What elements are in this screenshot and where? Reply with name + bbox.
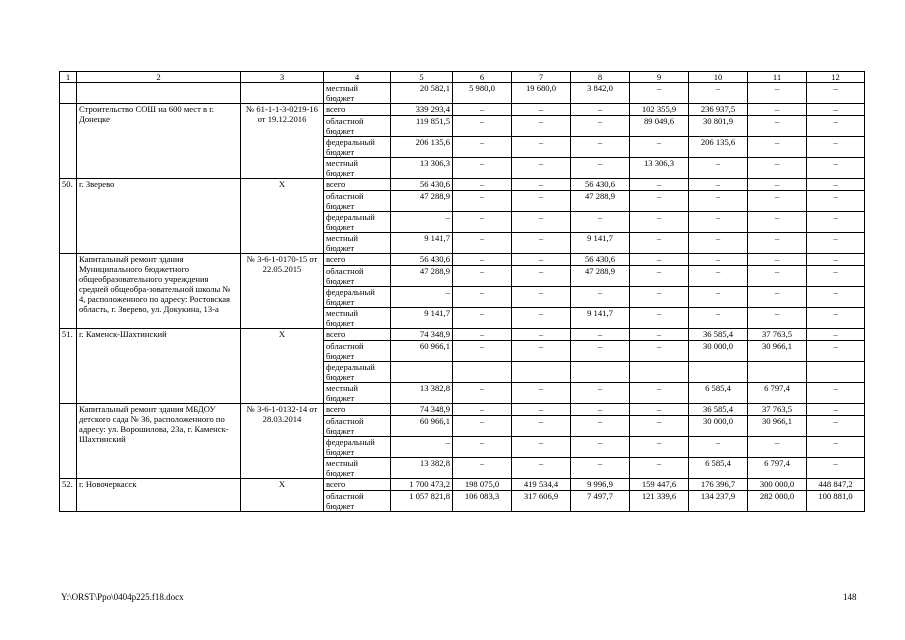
funding-source: федеральный бюджет — [324, 362, 391, 383]
page-number: 148 — [843, 592, 857, 602]
object-name: г. Каменск-Шахтинский — [77, 329, 241, 404]
value-cell: – — [807, 383, 865, 404]
value-cell: 134 237,9 — [689, 491, 748, 512]
column-header: 4 — [324, 72, 391, 83]
value-cell: 36 585,4 — [689, 329, 748, 341]
value-cell: 56 430,6 — [571, 254, 630, 266]
value-cell: 1 700 473,2 — [391, 479, 453, 491]
value-cell: – — [689, 287, 748, 308]
value-cell: – — [571, 341, 630, 362]
value-cell: – — [453, 308, 512, 329]
value-cell: – — [453, 116, 512, 137]
value-cell: – — [748, 254, 807, 266]
value-cell: 102 355,9 — [630, 104, 689, 116]
value-cell: 47 288,9 — [571, 266, 630, 287]
value-cell: 339 293,4 — [391, 104, 453, 116]
value-cell: – — [571, 437, 630, 458]
column-header: 1 — [60, 72, 77, 83]
table-row — [60, 104, 865, 116]
document-ref — [241, 83, 324, 104]
value-cell — [630, 362, 689, 383]
value-cell — [689, 362, 748, 383]
value-cell: – — [689, 179, 748, 191]
row-number: 51. — [60, 329, 77, 404]
row-number — [60, 83, 77, 104]
funding-source: всего — [324, 104, 391, 116]
value-cell: – — [630, 287, 689, 308]
value-cell: – — [512, 137, 571, 158]
value-cell: – — [630, 329, 689, 341]
funding-source: областной бюджет — [324, 416, 391, 437]
value-cell: – — [453, 137, 512, 158]
value-cell: – — [453, 437, 512, 458]
column-header: 5 — [391, 72, 453, 83]
value-cell: – — [807, 116, 865, 137]
value-cell: – — [807, 83, 865, 104]
value-cell: – — [630, 437, 689, 458]
value-cell: – — [453, 191, 512, 212]
value-cell: 89 049,6 — [630, 116, 689, 137]
value-cell: 448 847,2 — [807, 479, 865, 491]
value-cell: – — [512, 287, 571, 308]
value-cell: – — [571, 116, 630, 137]
value-cell: 119 851,5 — [391, 116, 453, 137]
value-cell: – — [807, 104, 865, 116]
value-cell: – — [571, 416, 630, 437]
value-cell: – — [689, 308, 748, 329]
value-cell: – — [748, 308, 807, 329]
value-cell: – — [689, 254, 748, 266]
column-header: 9 — [630, 72, 689, 83]
funding-source: местный бюджет — [324, 158, 391, 179]
value-cell: – — [630, 191, 689, 212]
value-cell: 47 288,9 — [571, 191, 630, 212]
value-cell: 1 057 821,8 — [391, 491, 453, 512]
value-cell: 9 141,7 — [571, 308, 630, 329]
object-name: Капитальный ремонт здания МБДОУ детского сада № 36, расположенного по адресу: ул. Ворошилова, 23а, г. Каменск-Шахтинский — [77, 404, 241, 479]
document-ref: Х — [241, 329, 324, 404]
value-cell: 121 339,6 — [630, 491, 689, 512]
value-cell — [391, 362, 453, 383]
value-cell: – — [748, 83, 807, 104]
row-number: 50. — [60, 179, 77, 254]
value-cell: – — [512, 341, 571, 362]
funding-source: областной бюджет — [324, 341, 391, 362]
funding-source: областной бюджет — [324, 266, 391, 287]
column-header: 10 — [689, 72, 748, 83]
value-cell: – — [453, 233, 512, 254]
value-cell: 6 585,4 — [689, 383, 748, 404]
column-header: 2 — [77, 72, 241, 83]
document-ref: Х — [241, 479, 324, 512]
value-cell: 56 430,6 — [391, 179, 453, 191]
value-cell: – — [689, 266, 748, 287]
value-cell: – — [807, 233, 865, 254]
value-cell: 198 075,0 — [453, 479, 512, 491]
value-cell: – — [630, 212, 689, 233]
value-cell: – — [512, 179, 571, 191]
value-cell: – — [807, 341, 865, 362]
object-name: г. Зверево — [77, 179, 241, 254]
value-cell: – — [748, 437, 807, 458]
value-cell: 30 966,1 — [748, 341, 807, 362]
value-cell: – — [512, 383, 571, 404]
table-row — [60, 404, 865, 416]
value-cell: 30 000,0 — [689, 341, 748, 362]
value-cell: – — [453, 416, 512, 437]
value-cell: – — [689, 233, 748, 254]
value-cell: – — [512, 254, 571, 266]
value-cell: – — [748, 104, 807, 116]
value-cell — [453, 362, 512, 383]
value-cell: – — [453, 404, 512, 416]
value-cell: 36 585,4 — [689, 404, 748, 416]
value-cell: – — [748, 116, 807, 137]
value-cell: – — [571, 383, 630, 404]
value-cell: 56 430,6 — [391, 254, 453, 266]
value-cell: 13 306,3 — [391, 158, 453, 179]
value-cell: – — [453, 458, 512, 479]
value-cell: 206 135,6 — [391, 137, 453, 158]
value-cell: – — [630, 83, 689, 104]
value-cell: – — [512, 116, 571, 137]
row-number: 52. — [60, 479, 77, 512]
value-cell: – — [630, 383, 689, 404]
funding-source: всего — [324, 254, 391, 266]
value-cell: – — [391, 287, 453, 308]
value-cell: – — [391, 437, 453, 458]
value-cell: 7 497,7 — [571, 491, 630, 512]
value-cell: – — [807, 158, 865, 179]
value-cell: 317 606,9 — [512, 491, 571, 512]
funding-source: федеральный бюджет — [324, 287, 391, 308]
value-cell: – — [453, 254, 512, 266]
value-cell: – — [807, 212, 865, 233]
value-cell: – — [748, 233, 807, 254]
column-header: 3 — [241, 72, 324, 83]
value-cell — [571, 362, 630, 383]
column-header: 12 — [807, 72, 865, 83]
value-cell: 47 288,9 — [391, 266, 453, 287]
value-cell: – — [571, 212, 630, 233]
value-cell: – — [512, 416, 571, 437]
value-cell — [512, 362, 571, 383]
value-cell: 5 980,0 — [453, 83, 512, 104]
value-cell: 19 680,0 — [512, 83, 571, 104]
value-cell: 13 382,8 — [391, 383, 453, 404]
file-path: Y:\ORST\Ppo\0404p225.f18.docx — [61, 592, 184, 602]
value-cell: 56 430,6 — [571, 179, 630, 191]
value-cell: – — [630, 179, 689, 191]
value-cell: – — [807, 137, 865, 158]
column-header: 7 — [512, 72, 571, 83]
value-cell: – — [453, 158, 512, 179]
value-cell: 419 534,4 — [512, 479, 571, 491]
column-header: 6 — [453, 72, 512, 83]
value-cell: – — [512, 158, 571, 179]
value-cell: – — [807, 404, 865, 416]
funding-source: всего — [324, 329, 391, 341]
value-cell: 47 288,9 — [391, 191, 453, 212]
value-cell: 176 396,7 — [689, 479, 748, 491]
table-row — [60, 479, 865, 491]
header-row — [60, 72, 865, 83]
value-cell: – — [689, 158, 748, 179]
value-cell: – — [630, 416, 689, 437]
value-cell: 13 306,3 — [630, 158, 689, 179]
funding-source: всего — [324, 404, 391, 416]
funding-source: областной бюджет — [324, 191, 391, 212]
value-cell: – — [807, 191, 865, 212]
value-cell: – — [630, 266, 689, 287]
value-cell: 159 447,6 — [630, 479, 689, 491]
column-header: 8 — [571, 72, 630, 83]
value-cell: – — [689, 437, 748, 458]
value-cell: 13 382,8 — [391, 458, 453, 479]
value-cell: 100 881,0 — [807, 491, 865, 512]
value-cell: – — [748, 266, 807, 287]
document-ref: № 61-1-1-3-0219-16 от 19.12.2016 — [241, 104, 324, 179]
value-cell: 6 797,4 — [748, 458, 807, 479]
value-cell: – — [807, 179, 865, 191]
value-cell: – — [453, 266, 512, 287]
value-cell: – — [807, 287, 865, 308]
value-cell: – — [453, 212, 512, 233]
value-cell: – — [512, 191, 571, 212]
value-cell: – — [630, 458, 689, 479]
value-cell: – — [512, 404, 571, 416]
value-cell — [807, 362, 865, 383]
value-cell: – — [807, 458, 865, 479]
value-cell: – — [807, 308, 865, 329]
value-cell: – — [571, 287, 630, 308]
value-cell: – — [807, 416, 865, 437]
funding-source: областной бюджет — [324, 491, 391, 512]
value-cell: – — [453, 179, 512, 191]
value-cell — [748, 362, 807, 383]
value-cell: – — [512, 212, 571, 233]
value-cell: – — [748, 191, 807, 212]
value-cell: – — [512, 437, 571, 458]
column-header: 11 — [748, 72, 807, 83]
funding-source: местный бюджет — [324, 383, 391, 404]
value-cell: – — [453, 104, 512, 116]
table-row — [60, 83, 865, 104]
value-cell: – — [748, 158, 807, 179]
value-cell: – — [512, 266, 571, 287]
value-cell: – — [630, 308, 689, 329]
row-number — [60, 404, 77, 479]
value-cell: – — [748, 212, 807, 233]
value-cell: – — [571, 104, 630, 116]
funding-source: всего — [324, 479, 391, 491]
value-cell: 9 996,9 — [571, 479, 630, 491]
funding-source: федеральный бюджет — [324, 137, 391, 158]
value-cell: 60 966,1 — [391, 416, 453, 437]
value-cell: – — [630, 137, 689, 158]
value-cell: – — [453, 341, 512, 362]
value-cell: 37 763,5 — [748, 404, 807, 416]
value-cell: – — [571, 329, 630, 341]
value-cell: 20 582,1 — [391, 83, 453, 104]
document-ref: № 3-6-1-0132-14 от 28.03.2014 — [241, 404, 324, 479]
value-cell: 6 797,4 — [748, 383, 807, 404]
value-cell: – — [571, 137, 630, 158]
table-row — [60, 254, 865, 266]
value-cell: – — [807, 437, 865, 458]
row-number — [60, 254, 77, 329]
value-cell: – — [630, 404, 689, 416]
object-name: Строительство СОШ на 600 мест в г. Донецке — [77, 104, 241, 179]
value-cell: – — [512, 329, 571, 341]
object-name — [77, 83, 241, 104]
funding-source: местный бюджет — [324, 83, 391, 104]
value-cell: – — [689, 83, 748, 104]
value-cell: – — [512, 458, 571, 479]
value-cell: 106 083,3 — [453, 491, 512, 512]
value-cell: 74 348,9 — [391, 329, 453, 341]
object-name: Капитальный ремонт здания Муниципального бюджетного общеобразовательного учреждения средней общеобра-зовательной школы № 4, расположенного по адресу: Ростовская область, г. Зверево, ул. Докукина, 13-а — [77, 254, 241, 329]
row-number — [60, 104, 77, 179]
funding-source: федеральный бюджет — [324, 437, 391, 458]
value-cell: – — [630, 341, 689, 362]
budget-table — [59, 71, 865, 512]
value-cell: 30 000,0 — [689, 416, 748, 437]
funding-source: местный бюджет — [324, 233, 391, 254]
value-cell: – — [807, 329, 865, 341]
value-cell: – — [571, 404, 630, 416]
value-cell: 236 937,5 — [689, 104, 748, 116]
funding-source: федеральный бюджет — [324, 212, 391, 233]
value-cell: – — [512, 104, 571, 116]
value-cell: 6 585,4 — [689, 458, 748, 479]
value-cell: – — [807, 266, 865, 287]
funding-source: местный бюджет — [324, 308, 391, 329]
value-cell: – — [630, 254, 689, 266]
value-cell: 9 141,7 — [391, 233, 453, 254]
value-cell: 9 141,7 — [571, 233, 630, 254]
value-cell: – — [453, 329, 512, 341]
value-cell: – — [807, 254, 865, 266]
value-cell: – — [391, 212, 453, 233]
value-cell: – — [748, 137, 807, 158]
value-cell: – — [689, 212, 748, 233]
document-ref: № 3-6-1-0170-15 от 22.05.2015 — [241, 254, 324, 329]
value-cell: 9 141,7 — [391, 308, 453, 329]
document-ref: Х — [241, 179, 324, 254]
value-cell: 30 801,9 — [689, 116, 748, 137]
value-cell: – — [512, 308, 571, 329]
value-cell: – — [571, 158, 630, 179]
object-name: г. Новочеркасск — [77, 479, 241, 512]
table-row — [60, 179, 865, 191]
funding-source: местный бюджет — [324, 458, 391, 479]
value-cell: 30 966,1 — [748, 416, 807, 437]
value-cell: 206 135,6 — [689, 137, 748, 158]
value-cell: – — [689, 191, 748, 212]
value-cell: – — [453, 383, 512, 404]
value-cell: 60 966,1 — [391, 341, 453, 362]
value-cell: 74 348,9 — [391, 404, 453, 416]
value-cell: – — [453, 287, 512, 308]
value-cell: 3 842,0 — [571, 83, 630, 104]
funding-source: областной бюджет — [324, 116, 391, 137]
value-cell: – — [630, 233, 689, 254]
table-row — [60, 329, 865, 341]
value-cell: 37 763,5 — [748, 329, 807, 341]
value-cell: – — [748, 287, 807, 308]
value-cell: – — [571, 458, 630, 479]
value-cell: – — [748, 179, 807, 191]
value-cell: 282 000,0 — [748, 491, 807, 512]
funding-source: всего — [324, 179, 391, 191]
value-cell: 300 000,0 — [748, 479, 807, 491]
value-cell: – — [512, 233, 571, 254]
